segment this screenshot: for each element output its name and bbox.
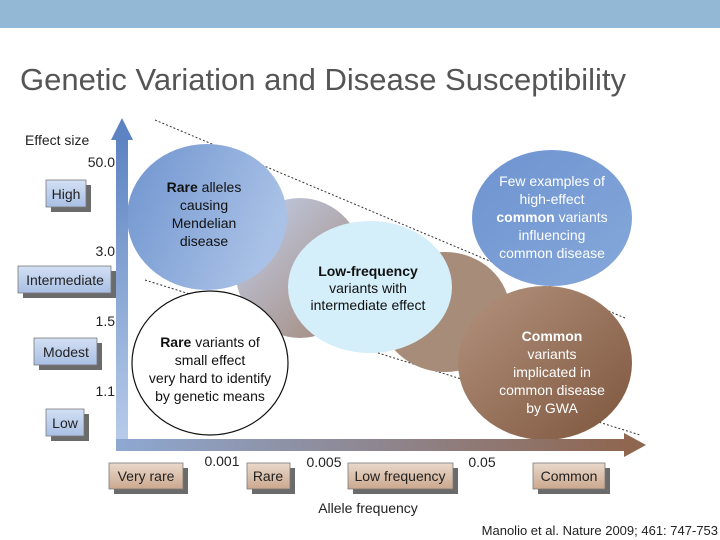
- common-gwa-text-line-3: common disease: [499, 382, 605, 398]
- rare-alleles-text-line-2: Mendelian: [171, 215, 237, 231]
- high-effect-common-text-line-3: influencing: [518, 227, 586, 243]
- rare-alleles-text-line-1: causing: [179, 197, 229, 213]
- x-tick-0-001: 0.001: [204, 453, 240, 469]
- y-tick-1-5: 1.5: [95, 313, 115, 329]
- low-frequency-text-line-1: variants with: [329, 280, 407, 296]
- rare-small-effect-text-bold-0: Rare: [160, 334, 192, 350]
- y-category-intermediate-label: Intermediate: [26, 272, 104, 288]
- rare-small-effect-text-line-0: variants of: [191, 334, 260, 350]
- common-gwa-text-line-4: by GWA: [526, 400, 578, 416]
- x-category-very-rare-label: Very rare: [117, 468, 175, 484]
- rare-alleles-text-line-0: alleles: [197, 179, 242, 195]
- rare-alleles-text-line-3: disease: [179, 233, 229, 249]
- y-tick-3: 3.0: [95, 243, 115, 259]
- x-category-rare: [247, 463, 295, 494]
- low-frequency-text-bold-0: Low-frequency: [318, 263, 418, 279]
- y-category-intermediate: [18, 266, 116, 298]
- high-effect-common-text-line-2: variants: [554, 209, 608, 225]
- x-tick-0-05: 0.05: [468, 454, 496, 470]
- low-frequency-text-line-2: intermediate effect: [310, 297, 426, 313]
- y-axis-title: Effect size: [25, 132, 90, 148]
- rare-alleles-text-bold-0: Rare: [166, 179, 198, 195]
- slide-title: Genetic Variation and Disease Susceptibility: [20, 62, 626, 97]
- y-category-high: [46, 180, 91, 212]
- y-category-high-label: High: [51, 186, 81, 202]
- x-axis-bar: [116, 439, 626, 451]
- y-tick-50: 50.0: [87, 154, 115, 170]
- x-axis-arrowhead: [624, 433, 646, 457]
- y-category-low: [46, 409, 89, 441]
- y-category-modest: [34, 338, 102, 370]
- common-gwa-text-line-2: implicated in: [513, 364, 591, 380]
- y-category-modest-label: Modest: [43, 344, 89, 360]
- x-category-low-frequency: [348, 463, 458, 494]
- x-category-common-label: Common: [540, 468, 598, 484]
- high-effect-common-text-line-1: high-effect: [519, 191, 585, 207]
- y-category-low-label: Low: [52, 415, 78, 431]
- common-gwa-text-bold-0: Common: [521, 328, 583, 344]
- high-effect-common-text-line-4: common disease: [499, 245, 605, 261]
- x-category-rare-label: Rare: [252, 468, 284, 484]
- rare-small-effect-text-line-2: very hard to identify: [148, 370, 272, 386]
- high-effect-common-text-bold-2: common: [496, 209, 555, 225]
- citation: Manolio et al. Nature 2009; 461: 747-753: [481, 523, 718, 538]
- common-gwa-bubble: [458, 286, 632, 440]
- high-effect-common-text: [496, 173, 607, 261]
- common-gwa-text-line-1: variants: [527, 346, 577, 362]
- y-axis-arrowhead: [111, 118, 133, 140]
- x-axis-title: Allele frequency: [318, 500, 418, 516]
- x-category-low-frequency-label: Low frequency: [354, 468, 446, 484]
- rare-small-effect-text-line-3: by genetic means: [155, 388, 265, 404]
- y-axis-bar: [116, 137, 128, 447]
- x-tick-0-005: 0.005: [306, 454, 342, 470]
- rare-small-effect-text-line-1: small effect: [174, 352, 246, 368]
- y-tick-1-1: 1.1: [95, 383, 115, 399]
- x-category-common: [533, 463, 610, 494]
- x-category-very-rare: [109, 463, 188, 494]
- high-effect-common-text-line-0: Few examples of: [499, 173, 605, 189]
